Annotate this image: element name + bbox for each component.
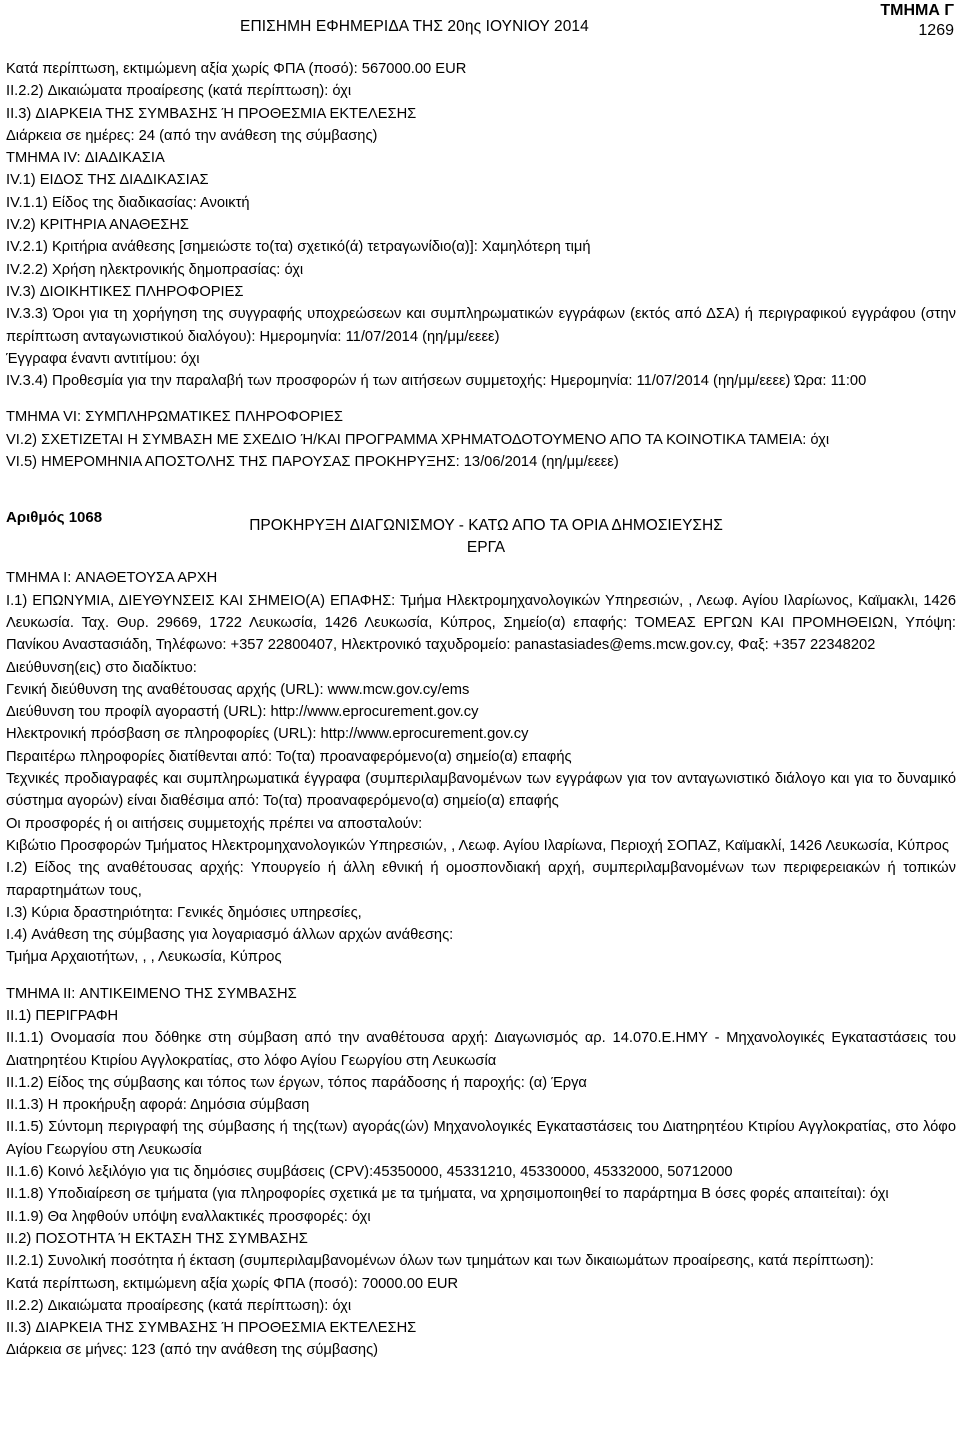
text-line: Διάρκεια σε μήνες: 123 (από την ανάθεση της σύμβασης) — [6, 1342, 379, 1359]
section-heading: IV.3) ΔΙΟΙΚΗΤΙΚΕΣ ΠΛΗΡΟΦΟΡΙΕΣ — [6, 283, 244, 300]
text-line: II.1.9) Θα ληφθούν υπόψη εναλλακτικές προσφορές: όχι — [6, 1208, 371, 1225]
text-line: II.1.2) Είδος της σύμβασης και τόπος των έργων, τόπος παράδοσης ή παροχής: (α) Έργα — [6, 1074, 587, 1091]
text-line: IV.2.2) Χρήση ηλεκτρονικής δημοπρασίας: όχι — [6, 261, 304, 278]
text-line: VI.5) ΗΜΕΡΟΜΗΝΙΑ ΑΠΟΣΤΟΛΗΣ ΤΗΣ ΠΑΡΟΥΣΑΣ ΠΡΟΚΗΡΥΞΗΣ: 13/06/2014 (ηη/μμ/εεεε) — [6, 454, 619, 471]
text-line: I.3) Κύρια δραστηριότητα: Γενικές δημόσιες υπηρεσίες, — [6, 904, 362, 921]
section-heading: ΤΜΗΜΑ VI: ΣΥΜΠΛΗΡΩΜΑΤΙΚΕΣ ΠΛΗΡΟΦΟΡΙΕΣ — [6, 409, 343, 426]
text-line: Κατά περίπτωση, εκτιμώμενη αξία χωρίς ΦΠΑ (ποσό): 567000.00 EUR — [6, 61, 467, 77]
text-paragraph: II.1.8) Υποδιαίρεση σε τμήματα (για πληροφορίες σχετικά με τα τμήματα, να χρησιμοποιηθεί το παράρτημα Β όσες φορές απαιτείται): όχι — [6, 1186, 889, 1203]
notice-heading — [6, 507, 956, 557]
text-line: IV.1.1) Είδος της διαδικασίας: Ανοικτή — [6, 194, 250, 211]
text-paragraph: I.1) ΕΠΩΝΥΜΙΑ, ΔΙΕΥΘΥΝΣΕΙΣ ΚΑΙ ΣΗΜΕΙΟ(Α) ΕΠΑΦΗΣ: Τμήμα Ηλεκτρομηχανολογικών Υπηρεσιών, , Λεωφ. Αγίου Ιλαρίωνος, Καϊμακλι, 1426 Λευκωσία. Ταχ. Θυρ. 29669, 1722 Λευκωσία, 1426 Λευκωσία, Κύπρος, Σημείο(α) επαφής: ΤΟΜΕΑΣ ΕΡΓΩΝ ΚΑΙ ΠΡΟΜΗΘΕΙΩΝ, Υπόψη: Πανίκου Αναστασιάδη, Τηλέφωνο: +357 22800407, Ηλεκτρονικό ταχυδρομείο: panastasiades@ems.mcw.gov.cy, Φαξ: +357 22348202 — [6, 592, 956, 654]
notice-title — [206, 515, 766, 559]
text-paragraph: II.2.1) Συνολική ποσότητα ή έκταση (συμπεριλαμβανομένων όλων των τμημάτων και των δικαιωμάτων προαίρεσης, κατά περίπτωση): — [6, 1253, 874, 1270]
text-paragraph: II.1.1) Ονομασία που δόθηκε στη σύμβαση από την αναθέτουσα αρχή: Διαγωνισμός αρ. 14.070.Ε.ΗΜΥ - Μηχανολογικές Εγκαταστάσεις του Διατηρητέου Κτιρίου Αγγλοκρατίας, στο λόφο Αγίου Γεωργίου στη Λευκωσία — [6, 1030, 956, 1069]
text-paragraph: Κιβώτιο Προσφορών Τμήματος Ηλεκτρομηχανολογικών Υπηρεσιών, , Λεωφ. Αγίου Ιλαρίωνα, Περιοχή ΣΟΠΑΖ, Καϊμακλί, 1426 Λευκωσία, Κύπρος — [6, 837, 949, 854]
text-paragraph: IV.3.3) Όροι για τη χορήγηση της συγγραφής υποχρεώσεων και συμπληρωματικών εγγράφων (εκτός από ΔΣΑ) ή περιγραφικού εγγράφου (στην περίπτωση ανταγωνιστικού διαλόγου): Ημερομηνία: 11/07/2014 (ηη/μμ/εεεε) — [6, 306, 956, 345]
text-line: Έγγραφα έναντι αντιτίμου: όχι — [6, 350, 200, 367]
section-heading: IV.1) ΕΙΔΟΣ ΤΗΣ ΔΙΑΔΙΚΑΣΙΑΣ — [6, 172, 209, 189]
section-heading: ΤΜΗΜΑ IV: ΔΙΑΔΙΚΑΣΙΑ — [6, 150, 165, 167]
text-paragraph: VI.2) ΣΧΕΤΙΖΕΤΑΙ Η ΣΥΜΒΑΣΗ ΜΕ ΣΧΕΔΙΟ Ή/ΚΑΙ ΠΡΟΓΡΑΜΜΑ ΧΡΗΜΑΤΟΔΟΤΟΥΜΕΝΟ ΑΠΟ ΤΑ ΚΟΙΝΟΤΙΚΑ ΤΑΜΕΙΑ: όχι — [6, 431, 830, 448]
section-heading: II.3) ΔΙΑΡΚΕΙΑ ΤΗΣ ΣΥΜΒΑΣΗΣ Ή ΠΡΟΘΕΣΜΙΑ ΕΚΤΕΛΕΣΗΣ — [6, 105, 417, 122]
notice-title-line: ΕΡΓΑ — [466, 539, 506, 557]
notice-number: Αριθμός 1068 — [6, 509, 103, 527]
text-line: Διεύθυνση(εις) στο διαδίκτυο: — [6, 659, 197, 676]
section-heading: IV.2) ΚΡΙΤΗΡΙΑ ΑΝΑΘΕΣΗΣ — [6, 217, 190, 234]
section-label: ΤΜΗΜΑ Γ — [880, 2, 954, 19]
text-line: Τμήμα Αρχαιοτήτων, , , Λευκωσία, Κύπρος — [6, 949, 282, 966]
text-paragraph: II.1.5) Σύντομη περιγραφή της σύμβασης ή της(των) αγοράς(ών) Μηχανολογικές Εγκαταστάσεις του Διατηρητέου Κτιρίου Αγγλοκρατίας, στο λόφο Αγίου Γεωργίου στη Λευκωσία — [6, 1119, 956, 1158]
section-heading: II.1) ΠΕΡΙΓΡΑΦΗ — [6, 1007, 119, 1024]
text-paragraph: IV.3.4) Προθεσμία για την παραλαβή των προσφορών ή των αιτήσεων συμμετοχής: Ημερομηνία: 11/07/2014 (ηη/μμ/εεεε) Ώρα: 11:00 — [6, 373, 867, 390]
text-line: II.2.2) Δικαιώματα προαίρεσης (κατά περίπτωση): όχι — [6, 1297, 352, 1314]
gazette-header: ΕΠΙΣΗΜΗ ΕΦΗΜΕΡΙΔΑ ΤΗΣ 20ης ΙΟΥΝΙΟΥ 2014 — [240, 18, 589, 35]
section-heading: ΤΜΗΜΑ II: ΑΝΤΙΚΕΙΜΕΝΟ ΤΗΣ ΣΥΜΒΑΣΗΣ — [6, 985, 297, 1002]
text-line: Περαιτέρω πληροφορίες διατίθενται από: Το(τα) προαναφερόμενο(α) σημείο(α) επαφής — [6, 748, 572, 765]
text-line: Κατά περίπτωση, εκτιμώμενη αξία χωρίς ΦΠΑ (ποσό): 70000.00 EUR — [6, 1275, 459, 1292]
document-body — [6, 58, 956, 1362]
notice-title-line: ΠΡΟΚΗΡΥΞΗ ΔΙΑΓΩΝΙΣΜΟΥ - ΚΑΤΩ ΑΠΟ ΤΑ ΟΡΙΑ ΔΗΜΟΣΙΕΥΣΗΣ — [249, 517, 723, 535]
text-line: Γενική διεύθυνση της αναθέτουσας αρχής (URL): www.mcw.gov.cy/ems — [6, 681, 470, 698]
text-line: II.2.2) Δικαιώματα προαίρεσης (κατά περίπτωση): όχι — [6, 83, 352, 100]
text-line: Διάρκεια σε ημέρες: 24 (από την ανάθεση της σύμβασης) — [6, 127, 378, 144]
text-line: II.1.3) Η προκήρυξη αφορά: Δημόσια σύμβαση — [6, 1097, 310, 1114]
text-line: IV.2.1) Κριτήρια ανάθεσης [σημειώστε το(τα) σχετικό(ά) τετραγωνίδιο(α)]: Χαμηλότερη τιμή — [6, 239, 591, 256]
text-line: I.4) Ανάθεση της σύμβασης για λογαριασμό άλλων αρχών ανάθεσης: — [6, 927, 454, 944]
text-line: Οι προσφορές ή οι αιτήσεις συμμετοχής πρέπει να αποσταλούν: — [6, 815, 423, 832]
text-line: Ηλεκτρονική πρόσβαση σε πληροφορίες (URL): http://www.eprocurement.gov.cy — [6, 726, 529, 743]
text-paragraph: Τεχνικές προδιαγραφές και συμπληρωματικά έγγραφα (συμπεριλαμβανομένων των εγγράφων για τον ανταγωνιστικό διάλογο και για το δυναμικό σύστημα αγορών) είναι διαθέσιμα από: Το(τα) προαναφερόμενο(α) σημείο(α) επαφής — [6, 771, 956, 810]
text-line: Διεύθυνση του προφίλ αγοραστή (URL): http://www.eprocurement.gov.cy — [6, 704, 479, 721]
page-number: 1269 — [918, 22, 954, 39]
text-paragraph: I.2) Είδος της αναθέτουσας αρχής: Υπουργείο ή άλλη εθνική ή ομοσπονδιακή αρχή, συμπεριλαμβανομένων των περιφερειακών ή τοπικών παραρτημάτων τους, — [6, 860, 956, 899]
section-heading: II.3) ΔΙΑΡΚΕΙΑ ΤΗΣ ΣΥΜΒΑΣΗΣ Ή ΠΡΟΘΕΣΜΙΑ ΕΚΤΕΛΕΣΗΣ — [6, 1320, 417, 1337]
section-heading: II.2) ΠΟΣΟΤΗΤΑ Ή ΕΚΤΑΣΗ ΤΗΣ ΣΥΜΒΑΣΗΣ — [6, 1230, 308, 1247]
text-line: II.1.6) Κοινό λεξιλόγιο για τις δημόσιες συμβάσεις (CPV):45350000, 45331210, 45330000, 45332000, 50712000 — [6, 1164, 733, 1181]
section-heading: ΤΜΗΜΑ I: ΑΝΑΘΕΤΟΥΣΑ ΑΡΧΗ — [6, 570, 218, 587]
